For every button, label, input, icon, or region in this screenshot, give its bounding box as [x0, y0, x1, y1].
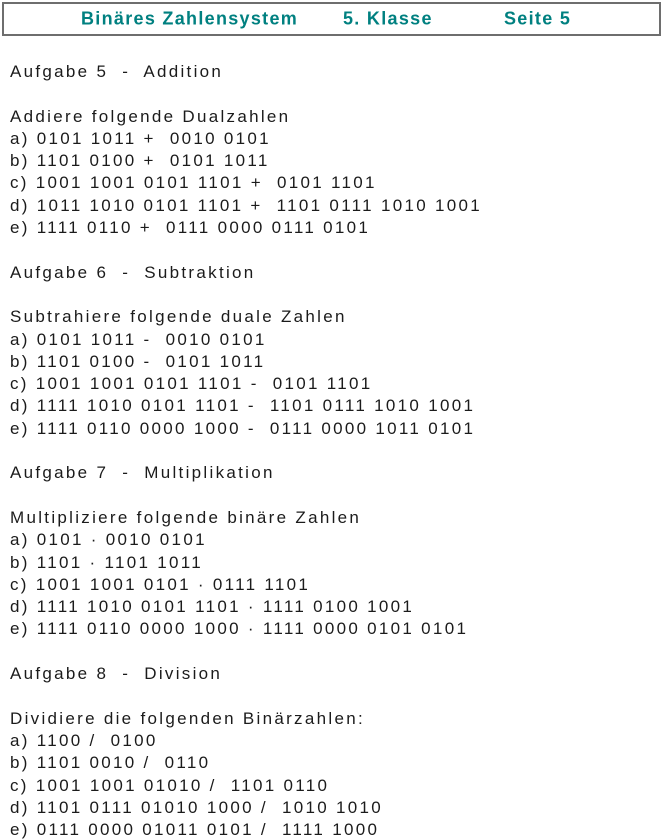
- header-class-label: 5. Klasse: [343, 8, 433, 29]
- task-line: c) 1001 1001 0101 1101 + 0101 1101: [10, 173, 377, 193]
- task-line: c) 1001 1001 0101 · 0111 1101: [10, 574, 311, 594]
- section-intro: Multipliziere folgende binäre Zahlen: [10, 507, 362, 527]
- section-heading: Aufgabe 6 - Subtraktion: [10, 262, 256, 282]
- worksheet-body: [10, 61, 664, 840]
- section-intro: Subtrahiere folgende duale Zahlen: [10, 307, 347, 327]
- header-bar: [2, 2, 661, 36]
- task-line: b) 1101 0010 / 0110: [10, 753, 211, 773]
- task-line: c) 1001 1001 0101 1101 - 0101 1101: [10, 374, 373, 394]
- header-page-number: Seite 5: [504, 8, 572, 29]
- task-line: e) 1111 0110 0000 1000 · 1111 0000 0101 0101: [10, 619, 469, 639]
- task-line: e) 0111 0000 01011 0101 / 1111 1000: [10, 820, 380, 840]
- section-heading: Aufgabe 8 - Division: [10, 664, 223, 684]
- section-subtraction: [10, 262, 664, 440]
- task-line: d) 1111 1010 0101 1101 - 1101 0111 1010 1001: [10, 396, 476, 416]
- task-line: e) 1111 0110 + 0111 0000 0111 0101: [10, 218, 371, 238]
- section-intro: Dividiere die folgenden Binärzahlen:: [10, 708, 365, 728]
- task-line: c) 1001 1001 01010 / 1101 0110: [10, 775, 330, 795]
- task-line: d) 1011 1010 0101 1101 + 1101 0111 1010 1001: [10, 195, 483, 215]
- section-division: [10, 663, 664, 840]
- task-line: d) 1101 0111 01010 1000 / 1010 1010: [10, 797, 384, 817]
- section-intro: Addiere folgende Dualzahlen: [10, 106, 291, 126]
- section-multiplication: [10, 462, 664, 640]
- task-line: b) 1101 · 1101 1011: [10, 552, 204, 572]
- task-line: a) 0101 · 0010 0101: [10, 530, 207, 550]
- task-line: d) 1111 1010 0101 1101 · 1111 0100 1001: [10, 597, 415, 617]
- task-line: a) 1100 / 0100: [10, 730, 158, 750]
- task-line: b) 1101 0100 + 0101 1011: [10, 151, 270, 171]
- task-line: a) 0101 1011 - 0010 0101: [10, 329, 267, 349]
- section-addition: [10, 61, 664, 239]
- task-line: e) 1111 0110 0000 1000 - 0111 0000 1011 0101: [10, 418, 476, 438]
- section-heading: Aufgabe 7 - Multiplikation: [10, 463, 275, 483]
- task-line: b) 1101 0100 - 0101 1011: [10, 351, 266, 371]
- header-title: Binäres Zahlensystem: [81, 8, 299, 29]
- section-heading: Aufgabe 5 - Addition: [10, 62, 224, 81]
- task-line: a) 0101 1011 + 0010 0101: [10, 128, 271, 148]
